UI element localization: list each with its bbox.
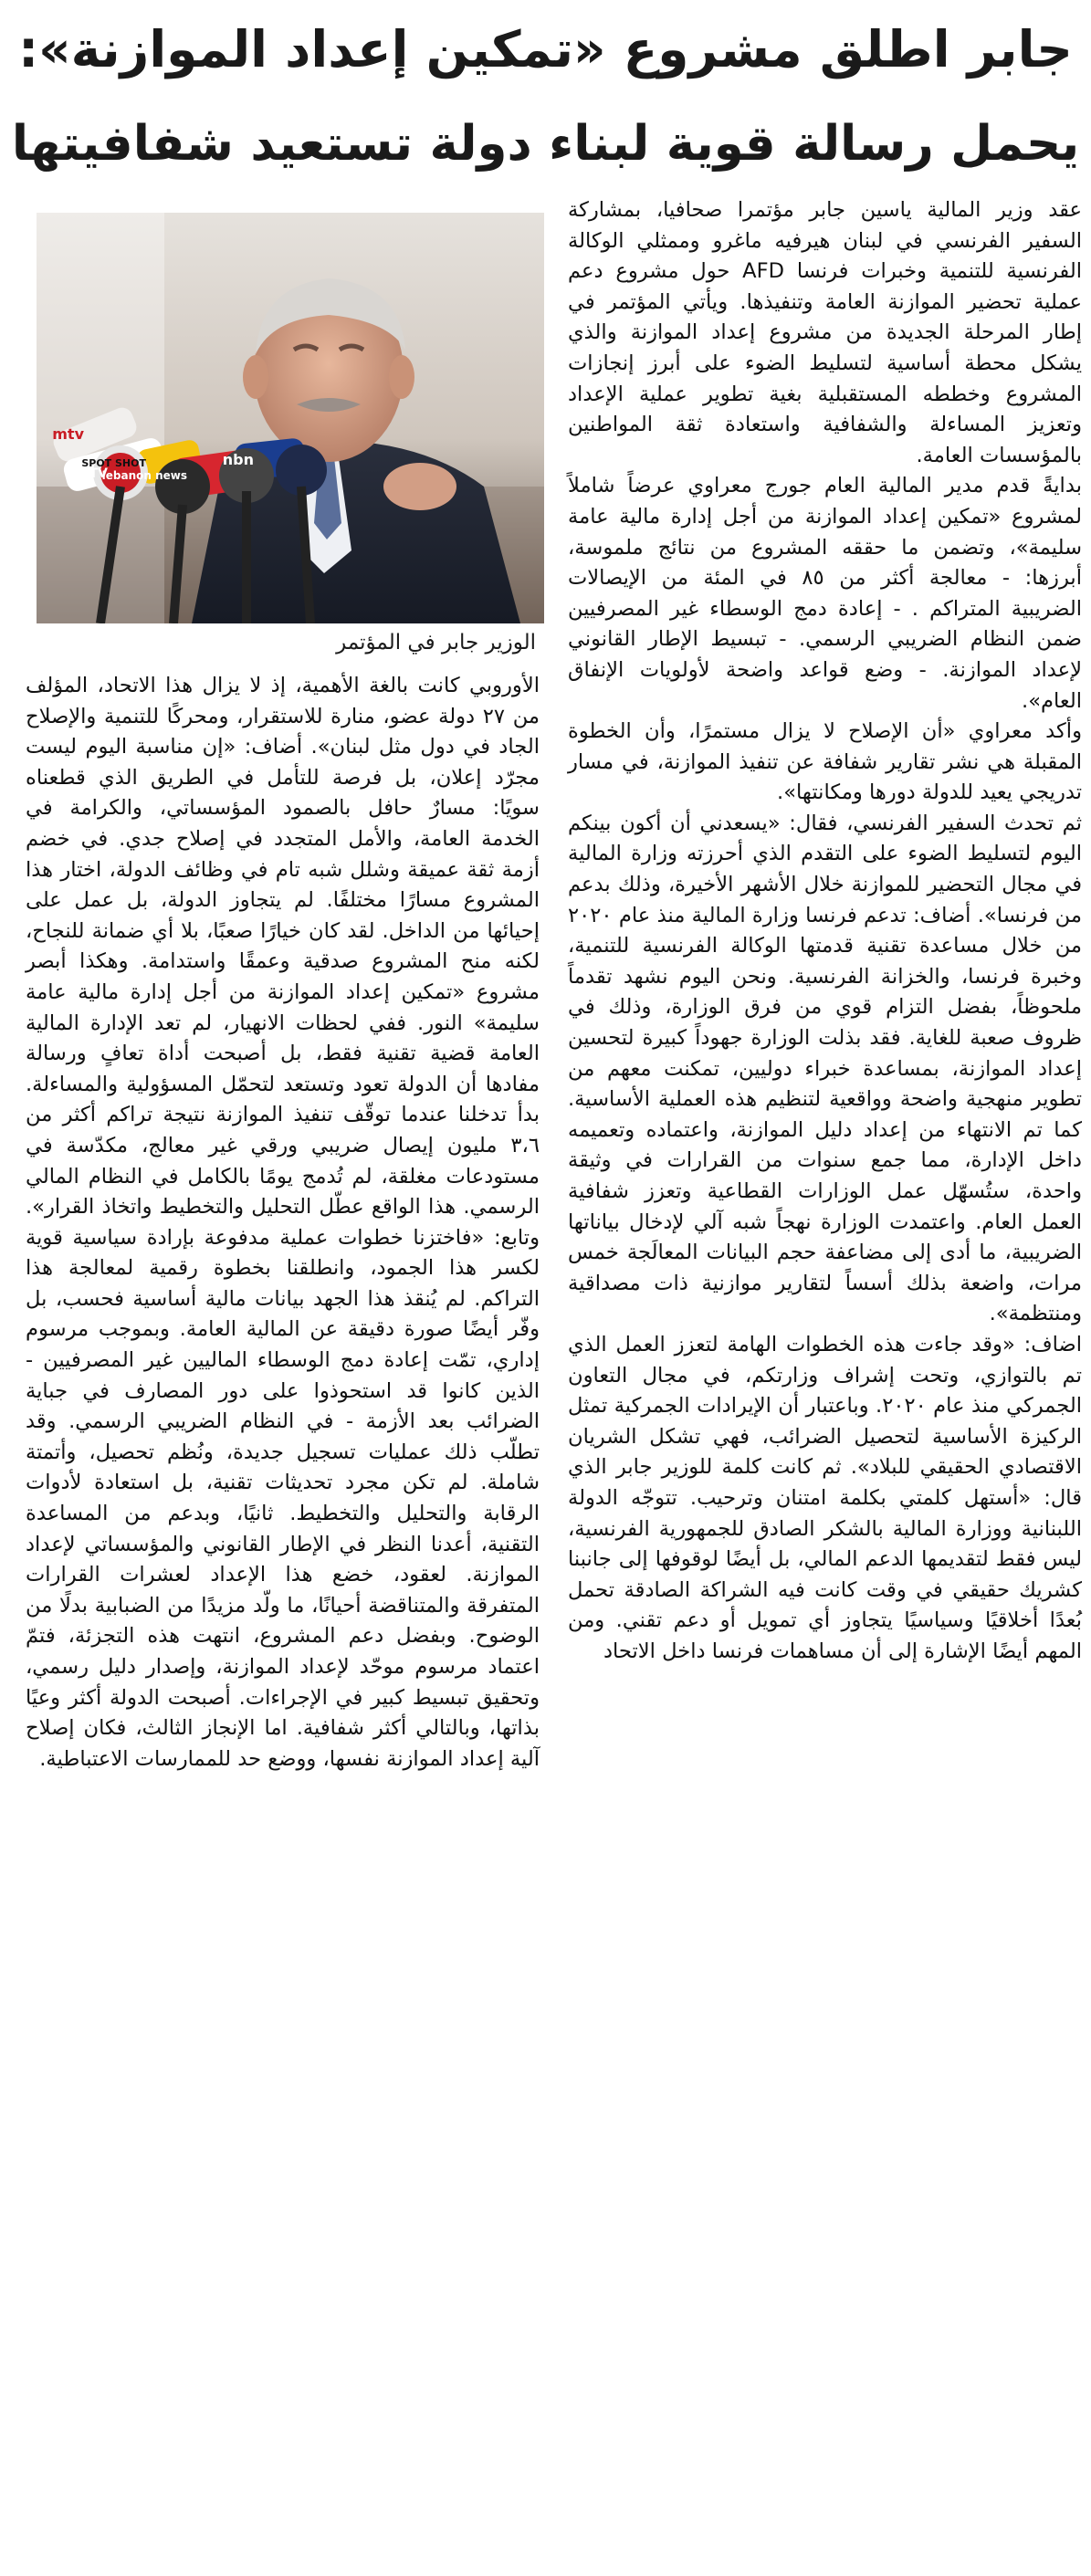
article-paragraph: وأكد معراوي «أن الإصلاح لا يزال مستمرًا، وأن الخطوة المقبلة هي نشر تقارير شفافة عن تنفيذ الموازنة، في مسار تدريجي يعيد للدولة دورها ومكانتها».	[568, 719, 1082, 805]
article-paragraph: عقد وزير المالية ياسين جابر مؤتمرا صحافيا، بمشاركة السفير الفرنسي في لبنان هيرفيه ماغرو وممثلي الوكالة الفرنسية للتنمية وخبرات فرنسا AFD حول مشروع دعم عملية تحضير الموازنة العامة وتنفيذها. ويأتي المؤتمر في إطار المرحلة الجديدة من مشروع إعداد الموازنة والذي يشكل محطة أساسية لتسليط الضوء على أبرز إنجازات المشروع وخططه المستقبلية بغية تطوير عملية الإعداد وتعزيز المساءلة والشفافية واستعادة ثقة المواطنين بالمؤسسات العامة.	[568, 198, 1082, 467]
headline-line-1: جابر اطلق مشروع «تمكين إعداد الموازنة»:	[18, 20, 1073, 79]
press-conference-illustration	[37, 213, 544, 623]
mic-label: lebanon news	[101, 469, 187, 482]
article-paragraph: ثم تحدث السفير الفرنسي، فقال: «يسعدني أن أكون بينكم اليوم لتسليط الضوء على التقدم الذي أحرزته وزارة المالية في مجال التحضير للموازنة خلال الأشهر الأخيرة، وذلك بدعم من فرنسا». أضاف: تدعم فرنسا وزارة المالية منذ عام ٢٠٢٠ من خلال مساعدة تقنية قدمتها الوكالة الفرنسية للتنمية، وخبرة فرنسا، والخزانة الفرنسية. ونحن اليوم نشهد تقدماً ملحوظاً، بفضل التزام قوي من فرق الوزارة، وذلك في ظروف صعبة للغاية. فقد بذلت الوزارة جهوداً كبيرة لتحسين إعداد الموازنة، بمساعدة خبراء دوليين، تمكنت معهم من تطوير منهجية واضحة وواقعية لتنظيم هذه العملية الأساسية. كما تم الانتهاء من إعداد دليل الموازنة، واعتماده وتعميمه داخل الإدارة، مما جمع سنوات من القرارات في وثيقة واحدة، ستُسهّل عمل الوزارات القطاعية وتعزز شفافية العمل العام. واعتمدت الوزارة نهجاً شبه آلي لإدخال بياناتها الضريبية، ما أدى إلى مضاعفة حجم البيانات المعالَجة خمس مرات، واضعة بذلك أسساً لتقارير موازنية ذات مصداقية ومنتظمة».	[568, 811, 1082, 1326]
mic-label: OTV	[78, 466, 108, 481]
mic-label: nbn	[222, 451, 254, 468]
article-column-right	[568, 195, 1082, 1668]
mic-label: mtv	[52, 425, 84, 443]
mic-label: SPOT SHOT	[81, 457, 146, 469]
article-paragraph: اضاف: «وقد جاءت هذه الخطوات الهامة لتعزز العمل الذي تم بالتوازي، وتحت إشراف وزارتكم، في مجال التعاون الجمركي منذ عام ٢٠٢٠. وباعتبار أن الإيرادات الجمركية تمثل الركيزة الأساسية لتحصيل الضرائب، فهي تشكل الشريان الاقتصادي الحقيقي للبلاد». ثم كانت كلمة للوزير جابر الذي قال: «أستهل كلمتي بكلمة امتنان وترحيب. تتوجّه الدولة اللبنانية ووزارة المالية بالشكر الصادق للجمهورية الفرنسية، ليس فقط لتقديمها الدعم المالي، بل أيضًا لوقوفها إلى جانبنا كشريك حقيقي في وقت كانت فيه الشراكة الصادقة تحمل بُعدًا أخلاقيًا وسياسيًا يتجاوز أي تمويل أو دعم تقني. ومن المهم أيضًا الإشارة إلى أن مساهمات فرنسا داخل الاتحاد	[568, 1332, 1083, 1663]
headline-line-2: يحمل رسالة قوية لبناء دولة تستعيد شفافيتها	[11, 116, 1080, 172]
article-paragraph: بدايةً قدم مدير المالية العام جورج معراوي عرضاً شاملاً لمشروع «تمكين إعداد الموازنة من أجل إدارة مالية عامة سليمة»، وتضمن ما حققه المشروع من نتائج ملموسة، أبرزها: - معالجة أكثر من ٨٥ في المئة من الإيصالات الضريبية المتراكم . - إعادة دمج الوسطاء غير المصرفيين ضمن النظام الضريبي الرسمي. - تبسيط الإطار القانوني لإعداد الموازنة. - وضع قواعد واضحة لأولويات الإنفاق العام».	[568, 474, 1082, 713]
article-paragraph: الأوروبي كانت بالغة الأهمية، إذ لا يزال هذا الاتحاد، المؤلف من ٢٧ دولة عضو، منارة للاستقرار، ومحركًا للتنمية والإصلاح الجاد في دول مثل لبنان». أضاف: «إن مناسبة اليوم ليست مجرّد إعلان، بل فرصة للتأمل في الطريق الذي قطعناه سويًا: مسارٌ حافل بالصمود المؤسساتي، والكرامة في الخدمة العامة، والأمل المتجدد في إصلاح جدي. في خضم أزمة ثقة عميقة وشلل شبه تام في وظائف الدولة، اختار هذا المشروع مسارًا مختلفًا. لم يتجاوز الدولة، بل عمل على إحيائها من الداخل. لقد كان خيارًا صعبًا، بلا أي ضمانة للنجاح، لكنه منح المشروع صدقية وعمقًا واستدامة. وهكذا أبصر مشروع «تمكين إعداد الموازنة من أجل إدارة مالية عامة سليمة» النور. ففي لحظات الانهيار، لم تعد الإدارة المالية العامة قضية تقنية فقط، بل أصبحت أداة تعافٍ ورسالة مفادها أن الدولة تعود وتستعد لتحمّل المسؤولية والمساءلة. بدأ تدخلنا عندما توقّف تنفيذ الموازنة نتيجة تراكم أكثر من ٣،٦ مليون إيصال ضريبي ورقي غير معالج، مكدّسة في مستودعات مغلقة، لم تُدمج يومًا بالكامل في النظام المالي الرسمي. هذا الواقع عطّل التحليل والتخطيط واتخاذ القرار». وتابع: «فاختزنا خطوات عملية مدفوعة بإرادة سياسية قوية لكسر هذا الجمود، وانطلقنا بخطوة رقمية لمعالجة هذا التراكم. لم يُنقذ هذا الجهد بيانات مالية أساسية فحسب، بل وفّر أيضًا صورة دقيقة عن المالية العامة. وبموجب مرسوم إداري، تمّت إعادة دمج الوسطاء الماليين غير المصرفيين - الذين كانوا قد استحوذوا على دور المصارف في جباية الضرائب بعد الأزمة - في النظام الضريبي الرسمي. وقد تطلّب ذلك عمليات تسجيل جديدة، ونُظم تحصيل، وأتمتة شاملة. لم تكن مجرد تحديثات تقنية، بل استعادة لأدوات الرقابة والتحليل والتخطيط. ثانيًا، وبدعم من المساعدة التقنية، أعدنا النظر في الإطار القانوني والمؤسساتي لإعداد الموازنة. لعقود، خضع هذا الإعداد لعشرات القرارات المتفرقة والمتناقضة أحيانًا، ما ولّد مزيدًا من الضبابية بدلًا من الوضوح. وبفضل دعم المشروع، انتهت هذه التجزئة، فتمّ اعتماد مرسوم موحّد لإعداد الموازنة، وإصدار دليل رسمي، وتحقيق تبسيط كبير في الإجراءات. أصبحت الدولة أكثر وعيًا بذاتها، وبالتالي أكثر شفافية. اما الإنجاز الثالث، فكان إصلاح آلية إعداد الموازنة نفسها، ووضع حد للممارسات الاعتباطية.	[26, 674, 540, 1771]
photo-caption: الوزير جابر في المؤتمر	[336, 631, 536, 654]
press-conference-photo	[37, 213, 544, 623]
article-column-left	[26, 671, 540, 1775]
